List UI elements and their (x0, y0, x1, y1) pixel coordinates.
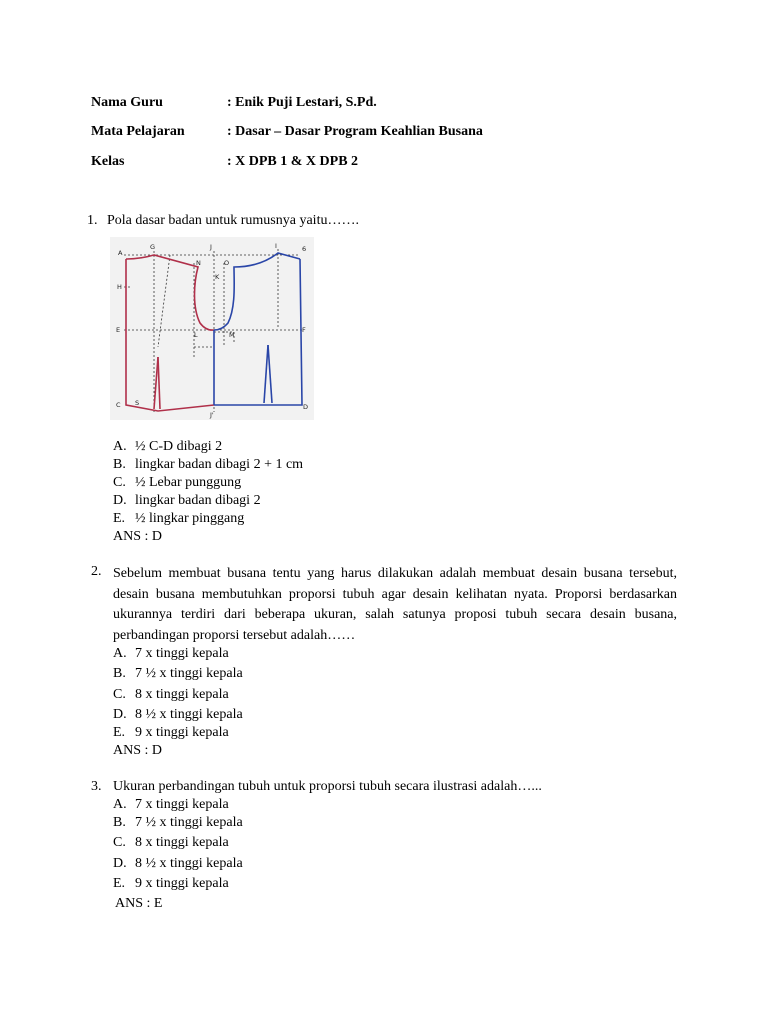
label-l: L (194, 331, 198, 339)
label-k: K (215, 273, 220, 281)
label-j: J (210, 243, 212, 251)
option-item: B. lingkar badan dibagi 2 + 1 cm (113, 457, 304, 472)
answer-key: ANS : E (115, 896, 163, 911)
question-number: 1. (87, 213, 98, 228)
subject-label: Mata Pelajaran (91, 124, 185, 139)
option-item: E. 9 x tinggi kepala (113, 876, 229, 891)
question-text: Ukuran perbandingan tubuh untuk proporsi tubuh secara ilustrasi adalah…... (113, 779, 542, 794)
option-item: D. lingkar badan dibagi 2 (113, 493, 261, 508)
option-item: A. 7 x tinggi kepala (113, 797, 229, 812)
option-item: C. 8 x tinggi kepala (113, 835, 229, 850)
question-text: Pola dasar badan untuk rumusnya yaitu……. (107, 213, 359, 228)
class-value: : X DPB 1 & X DPB 2 (227, 154, 359, 169)
label-e: E (116, 326, 121, 334)
option-item: A. ½ C-D dibagi 2 (113, 439, 223, 454)
label-c: C (116, 401, 121, 409)
option-item: D. 8 ½ x tinggi kepala (113, 856, 243, 871)
answer-key: ANS : D (113, 529, 163, 544)
option-item: D. 8 ½ x tinggi kepala (113, 707, 243, 722)
option-item: E. ½ lingkar pinggang (113, 511, 245, 526)
teacher-value: : Enik Puji Lestari, S.Pd. (227, 95, 377, 110)
question-text: Sebelum membuat busana tentu yang harus dilakukan adalah membuat desain busana tersebut, desain busana membutuhkan proporsi tubuh agar desain kelihatan nyata. Proporsi berdasarkan ukurannya terdiri dari beberapa ukuran, salah satunya proposi tubuh secara desain busana, perbandingan proporsi tersebut adalah…… (113, 566, 677, 643)
option-item: B. 7 ½ x tinggi kepala (113, 666, 243, 681)
label-g: G (150, 243, 156, 251)
label-o: O (224, 259, 230, 267)
label-j-prime: J' (210, 411, 214, 419)
option-item: A. 7 x tinggi kepala (113, 646, 229, 661)
label-f: F (302, 326, 306, 334)
label-d: D (303, 403, 309, 411)
label-i: I (275, 242, 277, 250)
question-number: 3. (91, 779, 102, 794)
option-item: E. 9 x tinggi kepala (113, 725, 229, 740)
subject-value: : Dasar – Dasar Program Keahlian Busana (227, 124, 483, 139)
answer-key: ANS : D (113, 743, 163, 758)
teacher-label: Nama Guru (91, 95, 163, 110)
class-label: Kelas (91, 154, 125, 169)
label-m: M (229, 331, 235, 339)
option-item: C. ½ Lebar punggung (113, 475, 242, 490)
label-n: N (196, 259, 201, 267)
bodice-pattern-figure (110, 237, 314, 420)
option-item: B. 7 ½ x tinggi kepala (113, 815, 243, 830)
bodice-pattern-drawing (110, 237, 314, 420)
option-item: C. 8 x tinggi kepala (113, 687, 229, 702)
label-6: 6 (302, 245, 307, 253)
label-s: S (135, 399, 140, 407)
question-number: 2. (91, 564, 102, 579)
label-a: A (118, 249, 123, 257)
label-h: H (117, 283, 122, 291)
